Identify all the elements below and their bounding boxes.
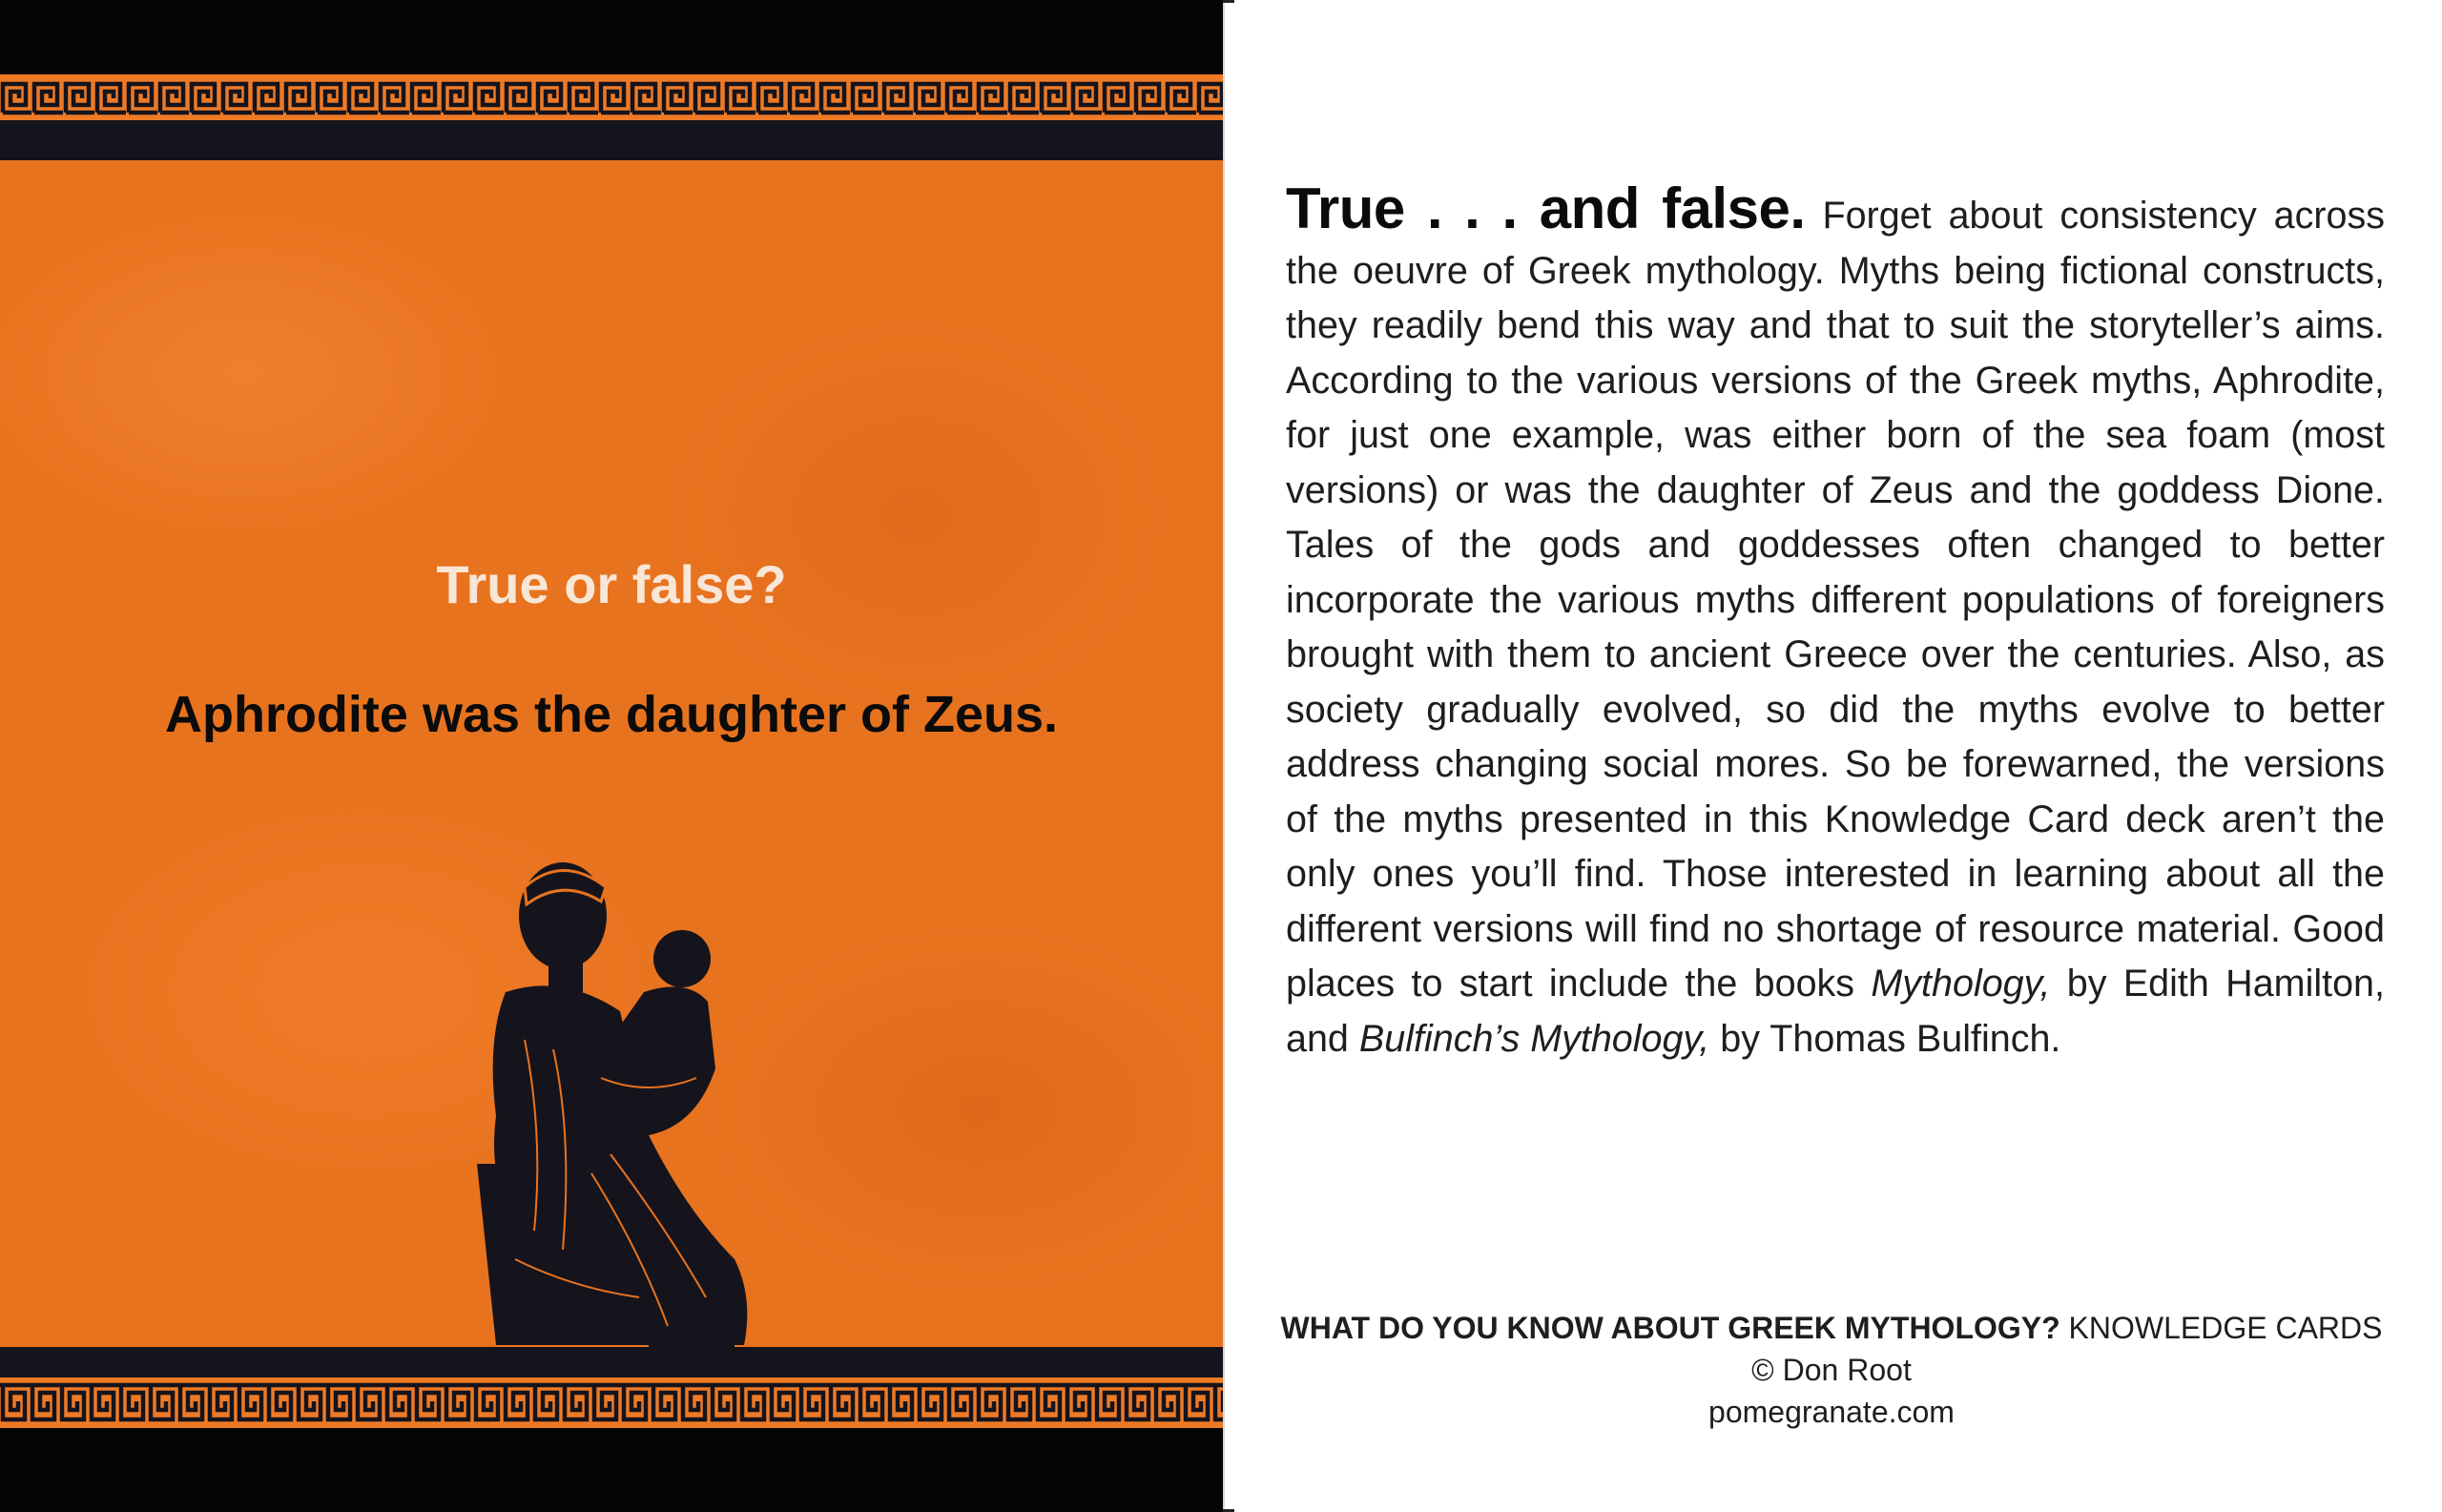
crop-mark-top [1223,0,1234,3]
website-link[interactable]: pomegranate.com [1708,1395,1955,1429]
question-label: True or false? [436,554,787,614]
bottom-dark-stripe [0,1347,1223,1379]
seated-woman-illustration [458,849,782,1364]
top-greek-key-border [0,74,1223,120]
top-dark-stripe [0,120,1223,160]
bottom-black-band [0,1428,1223,1512]
series-line [1240,1307,2423,1349]
answer-heading: True . . . and false. [1286,176,1806,240]
copyright-line: © Don Root [1751,1353,1912,1387]
question-text: Aphrodite was the daughter of Zeus. [164,686,1059,743]
answer-text [1286,176,2386,1067]
series-title: WHAT DO YOU KNOW ABOUT GREEK MYTHOLOGY? [1280,1311,2060,1345]
top-black-band [0,0,1223,74]
book-title-mythology: Mythology, [1871,963,2051,1005]
answer-body-part-2: by Edith Hamilton, and [1286,963,2386,1060]
bottom-greek-key-border [0,1377,1223,1429]
series-subtitle: KNOWLEDGE CARDS [2059,1311,2383,1345]
answer-body-part-1: Forget about consistency across the oeuvre of Greek mythology. Myths being fictional constructs, they readily bend this way and that to suit the storyteller’s aims. According to the various versions of the Greek myths, Aphrodite, for just one example, was either born of the sea foam (most versions) or was the daughter of Zeus and the goddess Dione. Tales of the gods and goddesses often changed to better incorporate the various myths different populations of foreigners brought with them to ancient Greece over the centuries. Also, as society gradually evolved, so did the myths evolve to better address changing social mores. So be forewarned, the versions of the myths presented in this Knowledge Card deck aren’t the only ones you’ll find. Those interested in learning about all the different versions will find no shortage of resource material. Good places to start include the books [1286,195,2385,1005]
greek-key-pattern-top [0,74,1223,120]
publisher-footer [1240,1307,2423,1433]
book-title-bulfinch: Bulfinch’s Mythology, [1358,1017,1710,1060]
greek-key-pattern-bottom [0,1377,1223,1429]
answer-body-part-3: by Thomas Bulfinch. [1709,1017,2061,1060]
